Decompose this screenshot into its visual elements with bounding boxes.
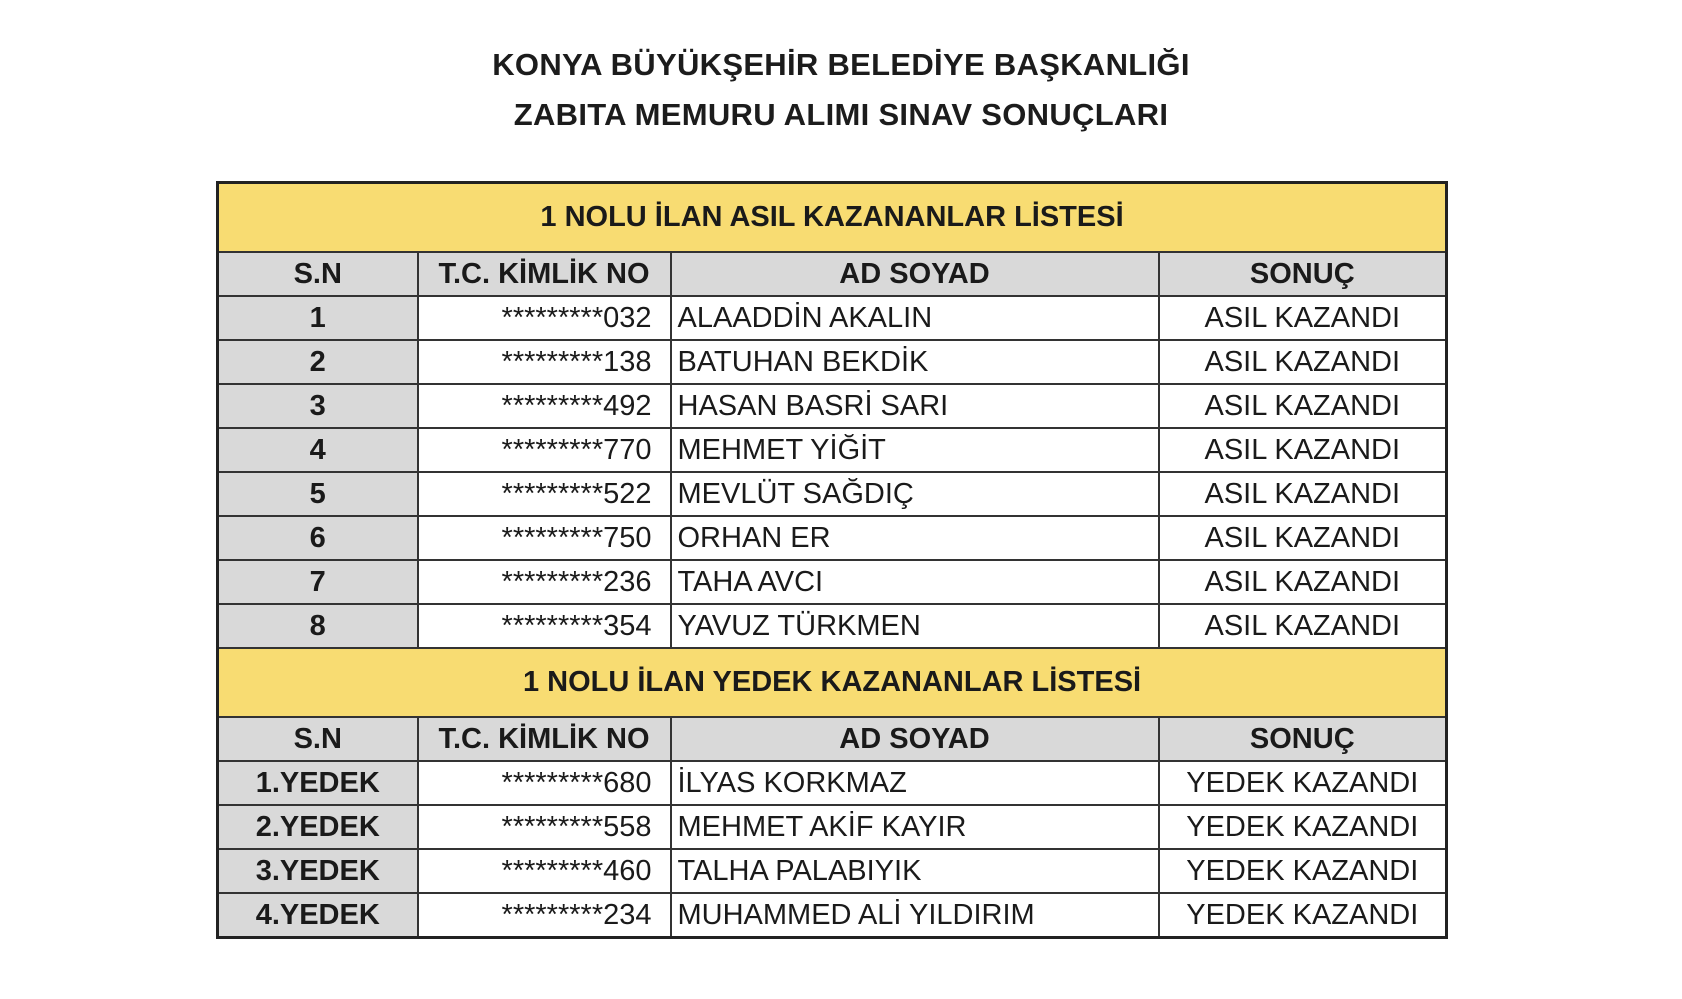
sn-cell: 3 xyxy=(218,384,418,428)
yedek-section-row xyxy=(218,648,1447,717)
name-cell: HASAN BASRİ SARI xyxy=(671,384,1159,428)
name-cell: MEHMET AKİF KAYIR xyxy=(671,805,1159,849)
sn-cell: 3.YEDEK xyxy=(218,849,418,893)
tc-cell: *********236 xyxy=(418,560,671,604)
yedek-section-title: 1 NOLU İLAN YEDEK KAZANANLAR LİSTESİ xyxy=(218,648,1447,717)
tc-cell: *********138 xyxy=(418,340,671,384)
tc-cell: *********680 xyxy=(418,761,671,805)
result-cell: ASIL KAZANDI xyxy=(1159,560,1447,604)
column-header-name: AD SOYAD xyxy=(671,717,1159,761)
tc-cell: *********032 xyxy=(418,296,671,340)
name-cell: BATUHAN BEKDİK xyxy=(671,340,1159,384)
result-cell: YEDEK KAZANDI xyxy=(1159,805,1447,849)
tc-cell: *********522 xyxy=(418,472,671,516)
tc-cell: *********558 xyxy=(418,805,671,849)
asil-header-row xyxy=(218,252,1447,296)
column-header-sn: S.N xyxy=(218,717,418,761)
sn-cell: 8 xyxy=(218,604,418,648)
table-row xyxy=(218,296,1447,340)
table-row xyxy=(218,761,1447,805)
column-header-result: SONUÇ xyxy=(1159,717,1447,761)
sn-cell: 1 xyxy=(218,296,418,340)
name-cell: MEVLÜT SAĞDIÇ xyxy=(671,472,1159,516)
sn-cell: 5 xyxy=(218,472,418,516)
asil-section-row xyxy=(218,183,1447,253)
sn-cell: 6 xyxy=(218,516,418,560)
column-header-tc: T.C. KİMLİK NO xyxy=(418,252,671,296)
document-header xyxy=(0,40,1682,140)
result-cell: ASIL KAZANDI xyxy=(1159,296,1447,340)
tc-cell: *********234 xyxy=(418,893,671,938)
tc-cell: *********770 xyxy=(418,428,671,472)
column-header-sn: S.N xyxy=(218,252,418,296)
name-cell: ORHAN ER xyxy=(671,516,1159,560)
table-row xyxy=(218,340,1447,384)
name-cell: ALAADDİN AKALIN xyxy=(671,296,1159,340)
tc-cell: *********460 xyxy=(418,849,671,893)
name-cell: MEHMET YİĞİT xyxy=(671,428,1159,472)
table-row xyxy=(218,604,1447,648)
result-cell: ASIL KAZANDI xyxy=(1159,428,1447,472)
column-header-tc: T.C. KİMLİK NO xyxy=(418,717,671,761)
sn-cell: 2 xyxy=(218,340,418,384)
table-row xyxy=(218,560,1447,604)
name-cell: MUHAMMED ALİ YILDIRIM xyxy=(671,893,1159,938)
table-row xyxy=(218,805,1447,849)
name-cell: TAHA AVCI xyxy=(671,560,1159,604)
sn-cell: 4.YEDEK xyxy=(218,893,418,938)
result-cell: ASIL KAZANDI xyxy=(1159,516,1447,560)
table-row xyxy=(218,428,1447,472)
table-row xyxy=(218,472,1447,516)
table-row xyxy=(218,516,1447,560)
column-header-name: AD SOYAD xyxy=(671,252,1159,296)
sn-cell: 2.YEDEK xyxy=(218,805,418,849)
result-cell: ASIL KAZANDI xyxy=(1159,384,1447,428)
sn-cell: 1.YEDEK xyxy=(218,761,418,805)
name-cell: TALHA PALABIYIK xyxy=(671,849,1159,893)
table-row xyxy=(218,893,1447,938)
yedek-header-row xyxy=(218,717,1447,761)
sn-cell: 7 xyxy=(218,560,418,604)
tc-cell: *********354 xyxy=(418,604,671,648)
exam-results-title: ZABITA MEMURU ALIMI SINAV SONUÇLARI xyxy=(513,97,1169,132)
name-cell: YAVUZ TÜRKMEN xyxy=(671,604,1159,648)
institution-title: KONYA BÜYÜKŞEHİR BELEDİYE BAŞKANLIĞI xyxy=(492,47,1190,82)
result-cell: YEDEK KAZANDI xyxy=(1159,849,1447,893)
name-cell: İLYAS KORKMAZ xyxy=(671,761,1159,805)
result-cell: YEDEK KAZANDI xyxy=(1159,893,1447,938)
asil-section-title: 1 NOLU İLAN ASIL KAZANANLAR LİSTESİ xyxy=(218,183,1447,253)
result-cell: YEDEK KAZANDI xyxy=(1159,761,1447,805)
result-cell: ASIL KAZANDI xyxy=(1159,604,1447,648)
results-table xyxy=(216,181,1448,939)
sn-cell: 4 xyxy=(218,428,418,472)
result-cell: ASIL KAZANDI xyxy=(1159,340,1447,384)
table-row xyxy=(218,384,1447,428)
table-row xyxy=(218,849,1447,893)
tc-cell: *********750 xyxy=(418,516,671,560)
column-header-result: SONUÇ xyxy=(1159,252,1447,296)
result-cell: ASIL KAZANDI xyxy=(1159,472,1447,516)
tc-cell: *********492 xyxy=(418,384,671,428)
